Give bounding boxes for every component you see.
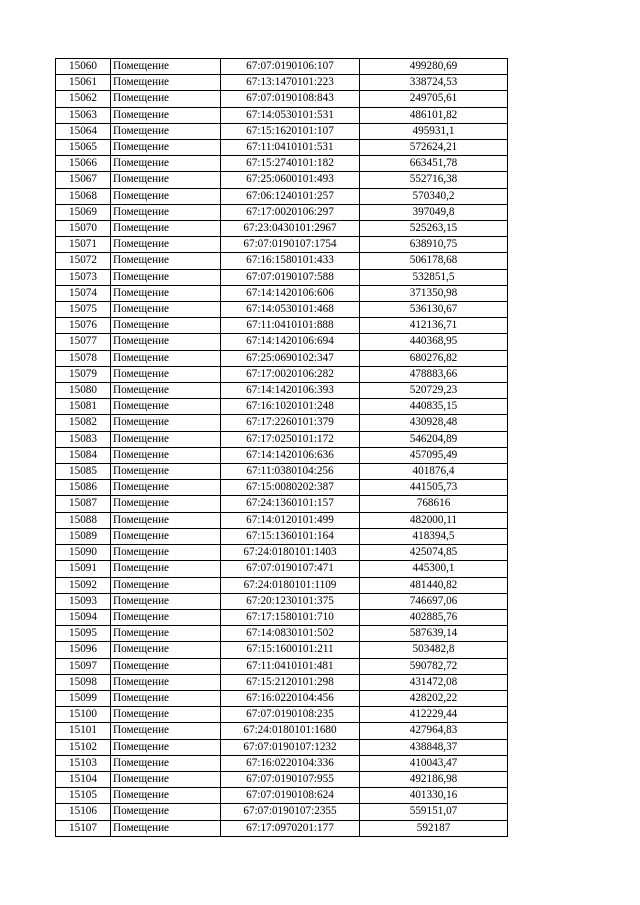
cadastral-value-cell: 492186,98 — [360, 771, 508, 787]
row-number-cell: 15086 — [56, 480, 111, 496]
table-row — [56, 512, 508, 528]
object-type-cell: Помещение — [111, 156, 221, 172]
object-type-cell: Помещение — [111, 366, 221, 382]
row-number-cell: 15078 — [56, 350, 111, 366]
object-type-cell: Помещение — [111, 577, 221, 593]
object-type-cell: Помещение — [111, 107, 221, 123]
cadastral-value-cell: 506178,68 — [360, 253, 508, 269]
cadastral-number-cell: 67:14:0530101:531 — [221, 107, 360, 123]
object-type-cell: Помещение — [111, 707, 221, 723]
row-number-cell: 15060 — [56, 59, 111, 75]
row-number-cell: 15072 — [56, 253, 111, 269]
cadastral-value-cell: 428202,22 — [360, 690, 508, 706]
object-type-cell: Помещение — [111, 59, 221, 75]
cadastral-number-cell: 67:17:0970201:177 — [221, 820, 360, 836]
cadastral-value-table — [55, 58, 508, 837]
object-type-cell: Помещение — [111, 480, 221, 496]
table-row — [56, 140, 508, 156]
cadastral-value-cell: 663451,78 — [360, 156, 508, 172]
cadastral-number-cell: 67:16:1020101:248 — [221, 399, 360, 415]
cadastral-number-cell: 67:14:0830101:502 — [221, 626, 360, 642]
table-row — [56, 383, 508, 399]
row-number-cell: 15106 — [56, 804, 111, 820]
table-row — [56, 739, 508, 755]
table-row — [56, 237, 508, 253]
object-type-cell: Помещение — [111, 447, 221, 463]
cadastral-number-cell: 67:17:2260101:379 — [221, 415, 360, 431]
cadastral-number-cell: 67:07:0190108:235 — [221, 707, 360, 723]
row-number-cell: 15102 — [56, 739, 111, 755]
cadastral-number-cell: 67:23:0430101:2967 — [221, 221, 360, 237]
cadastral-value-cell: 440368,95 — [360, 334, 508, 350]
row-number-cell: 15081 — [56, 399, 111, 415]
cadastral-number-cell: 67:17:0020106:282 — [221, 366, 360, 382]
row-number-cell: 15066 — [56, 156, 111, 172]
object-type-cell: Помещение — [111, 512, 221, 528]
table-row — [56, 464, 508, 480]
row-number-cell: 15079 — [56, 366, 111, 382]
object-type-cell: Помещение — [111, 561, 221, 577]
cadastral-value-cell: 457095,49 — [360, 447, 508, 463]
table-row — [56, 642, 508, 658]
object-type-cell: Помещение — [111, 771, 221, 787]
cadastral-number-cell: 67:15:1360101:164 — [221, 528, 360, 544]
cadastral-number-cell: 67:15:1620101:107 — [221, 123, 360, 139]
table-row — [56, 690, 508, 706]
cadastral-number-cell: 67:15:2740101:182 — [221, 156, 360, 172]
cadastral-value-cell: 570340,2 — [360, 188, 508, 204]
row-number-cell: 15083 — [56, 431, 111, 447]
table-row — [56, 755, 508, 771]
cadastral-value-cell: 410043,47 — [360, 755, 508, 771]
table-row — [56, 318, 508, 334]
table-row — [56, 658, 508, 674]
object-type-cell: Помещение — [111, 642, 221, 658]
cadastral-number-cell: 67:14:1420106:606 — [221, 285, 360, 301]
cadastral-value-cell: 401330,16 — [360, 788, 508, 804]
cadastral-value-cell: 499280,69 — [360, 59, 508, 75]
cadastral-value-cell: 486101,82 — [360, 107, 508, 123]
row-number-cell: 15098 — [56, 674, 111, 690]
row-number-cell: 15104 — [56, 771, 111, 787]
object-type-cell: Помещение — [111, 172, 221, 188]
object-type-cell: Помещение — [111, 383, 221, 399]
cadastral-value-cell: 587639,14 — [360, 626, 508, 642]
table-body — [56, 59, 508, 837]
row-number-cell: 15099 — [56, 690, 111, 706]
cadastral-value-cell: 536130,67 — [360, 302, 508, 318]
cadastral-value-cell: 559151,07 — [360, 804, 508, 820]
table-row — [56, 723, 508, 739]
object-type-cell: Помещение — [111, 237, 221, 253]
cadastral-value-cell: 532851,5 — [360, 269, 508, 285]
cadastral-number-cell: 67:06:1240101:257 — [221, 188, 360, 204]
row-number-cell: 15061 — [56, 75, 111, 91]
table-row — [56, 221, 508, 237]
row-number-cell: 15103 — [56, 755, 111, 771]
row-number-cell: 15069 — [56, 204, 111, 220]
row-number-cell: 15107 — [56, 820, 111, 836]
cadastral-number-cell: 67:07:0190108:843 — [221, 91, 360, 107]
table-row — [56, 204, 508, 220]
cadastral-number-cell: 67:24:0180101:1680 — [221, 723, 360, 739]
cadastral-number-cell: 67:14:1420106:393 — [221, 383, 360, 399]
object-type-cell: Помещение — [111, 788, 221, 804]
table-row — [56, 496, 508, 512]
table-row — [56, 350, 508, 366]
row-number-cell: 15085 — [56, 464, 111, 480]
object-type-cell: Помещение — [111, 658, 221, 674]
cadastral-value-cell: 401876,4 — [360, 464, 508, 480]
cadastral-number-cell: 67:15:0080202:387 — [221, 480, 360, 496]
row-number-cell: 15080 — [56, 383, 111, 399]
table-row — [56, 59, 508, 75]
object-type-cell: Помещение — [111, 75, 221, 91]
cadastral-number-cell: 67:17:1580101:710 — [221, 609, 360, 625]
cadastral-number-cell: 67:24:1360101:157 — [221, 496, 360, 512]
cadastral-value-cell: 438848,37 — [360, 739, 508, 755]
row-number-cell: 15070 — [56, 221, 111, 237]
cadastral-value-cell: 412136,71 — [360, 318, 508, 334]
cadastral-number-cell: 67:11:0380104:256 — [221, 464, 360, 480]
cadastral-value-cell: 552716,38 — [360, 172, 508, 188]
cadastral-number-cell: 67:16:0220104:336 — [221, 755, 360, 771]
object-type-cell: Помещение — [111, 431, 221, 447]
cadastral-value-cell: 412229,44 — [360, 707, 508, 723]
cadastral-value-cell: 440835,15 — [360, 399, 508, 415]
row-number-cell: 15100 — [56, 707, 111, 723]
cadastral-value-cell: 592187 — [360, 820, 508, 836]
row-number-cell: 15073 — [56, 269, 111, 285]
cadastral-value-cell: 431472,08 — [360, 674, 508, 690]
object-type-cell: Помещение — [111, 690, 221, 706]
cadastral-number-cell: 67:17:0250101:172 — [221, 431, 360, 447]
cadastral-number-cell: 67:16:0220104:456 — [221, 690, 360, 706]
table-row — [56, 788, 508, 804]
object-type-cell: Помещение — [111, 318, 221, 334]
table-row — [56, 334, 508, 350]
object-type-cell: Помещение — [111, 221, 221, 237]
cadastral-number-cell: 67:07:0190107:588 — [221, 269, 360, 285]
row-number-cell: 15065 — [56, 140, 111, 156]
cadastral-value-cell: 503482,8 — [360, 642, 508, 658]
table-row — [56, 674, 508, 690]
row-number-cell: 15096 — [56, 642, 111, 658]
table-row — [56, 593, 508, 609]
object-type-cell: Помещение — [111, 350, 221, 366]
object-type-cell: Помещение — [111, 528, 221, 544]
cadastral-number-cell: 67:25:0690102:347 — [221, 350, 360, 366]
cadastral-value-cell: 478883,66 — [360, 366, 508, 382]
object-type-cell: Помещение — [111, 755, 221, 771]
object-type-cell: Помещение — [111, 496, 221, 512]
table-row — [56, 626, 508, 642]
table-row — [56, 431, 508, 447]
cadastral-value-cell: 441505,73 — [360, 480, 508, 496]
cadastral-value-cell: 546204,89 — [360, 431, 508, 447]
cadastral-number-cell: 67:07:0190106:107 — [221, 59, 360, 75]
table-row — [56, 269, 508, 285]
table-row — [56, 707, 508, 723]
cadastral-value-cell: 525263,15 — [360, 221, 508, 237]
cadastral-value-cell: 638910,75 — [360, 237, 508, 253]
row-number-cell: 15087 — [56, 496, 111, 512]
cadastral-value-cell: 397049,8 — [360, 204, 508, 220]
cadastral-value-cell: 768616 — [360, 496, 508, 512]
object-type-cell: Помещение — [111, 269, 221, 285]
table-row — [56, 480, 508, 496]
cadastral-value-cell: 680276,82 — [360, 350, 508, 366]
object-type-cell: Помещение — [111, 285, 221, 301]
cadastral-number-cell: 67:11:0410101:888 — [221, 318, 360, 334]
object-type-cell: Помещение — [111, 723, 221, 739]
cadastral-number-cell: 67:15:2120101:298 — [221, 674, 360, 690]
cadastral-number-cell: 67:11:0410101:531 — [221, 140, 360, 156]
object-type-cell: Помещение — [111, 204, 221, 220]
cadastral-number-cell: 67:07:0190107:2355 — [221, 804, 360, 820]
cadastral-value-cell: 418394,5 — [360, 528, 508, 544]
row-number-cell: 15091 — [56, 561, 111, 577]
object-type-cell: Помещение — [111, 609, 221, 625]
cadastral-number-cell: 67:14:1420106:636 — [221, 447, 360, 463]
cadastral-number-cell: 67:14:1420106:694 — [221, 334, 360, 350]
cadastral-number-cell: 67:07:0190107:1754 — [221, 237, 360, 253]
object-type-cell: Помещение — [111, 188, 221, 204]
table-row — [56, 447, 508, 463]
table-row — [56, 75, 508, 91]
cadastral-value-cell: 520729,23 — [360, 383, 508, 399]
table-row — [56, 820, 508, 836]
row-number-cell: 15105 — [56, 788, 111, 804]
table-row — [56, 399, 508, 415]
row-number-cell: 15082 — [56, 415, 111, 431]
table-row — [56, 609, 508, 625]
cadastral-value-cell: 371350,98 — [360, 285, 508, 301]
table-row — [56, 415, 508, 431]
cadastral-value-cell: 338724,53 — [360, 75, 508, 91]
row-number-cell: 15090 — [56, 545, 111, 561]
cadastral-value-cell: 590782,72 — [360, 658, 508, 674]
cadastral-number-cell: 67:16:1580101:433 — [221, 253, 360, 269]
cadastral-number-cell: 67:14:0530101:468 — [221, 302, 360, 318]
cadastral-value-cell: 445300,1 — [360, 561, 508, 577]
cadastral-value-cell: 249705,61 — [360, 91, 508, 107]
table-row — [56, 285, 508, 301]
row-number-cell: 15074 — [56, 285, 111, 301]
row-number-cell: 15093 — [56, 593, 111, 609]
row-number-cell: 15088 — [56, 512, 111, 528]
table-row — [56, 561, 508, 577]
object-type-cell: Помещение — [111, 123, 221, 139]
row-number-cell: 15084 — [56, 447, 111, 463]
cadastral-number-cell: 67:24:0180101:1403 — [221, 545, 360, 561]
cadastral-number-cell: 67:07:0190107:955 — [221, 771, 360, 787]
object-type-cell: Помещение — [111, 545, 221, 561]
table-row — [56, 366, 508, 382]
object-type-cell: Помещение — [111, 91, 221, 107]
cadastral-number-cell: 67:14:0120101:499 — [221, 512, 360, 528]
object-type-cell: Помещение — [111, 820, 221, 836]
row-number-cell: 15068 — [56, 188, 111, 204]
table-row — [56, 91, 508, 107]
table-row — [56, 302, 508, 318]
object-type-cell: Помещение — [111, 334, 221, 350]
object-type-cell: Помещение — [111, 140, 221, 156]
cadastral-value-cell: 425074,85 — [360, 545, 508, 561]
row-number-cell: 15076 — [56, 318, 111, 334]
cadastral-number-cell: 67:07:0190107:471 — [221, 561, 360, 577]
table-row — [56, 156, 508, 172]
cadastral-value-cell: 481440,82 — [360, 577, 508, 593]
object-type-cell: Помещение — [111, 253, 221, 269]
table-row — [56, 188, 508, 204]
object-type-cell: Помещение — [111, 464, 221, 480]
cadastral-value-cell: 495931,1 — [360, 123, 508, 139]
table-row — [56, 577, 508, 593]
table-row — [56, 107, 508, 123]
row-number-cell: 15101 — [56, 723, 111, 739]
row-number-cell: 15062 — [56, 91, 111, 107]
row-number-cell: 15067 — [56, 172, 111, 188]
cadastral-number-cell: 67:07:0190107:1232 — [221, 739, 360, 755]
cadastral-number-cell: 67:24:0180101:1109 — [221, 577, 360, 593]
object-type-cell: Помещение — [111, 674, 221, 690]
table-row — [56, 253, 508, 269]
row-number-cell: 15077 — [56, 334, 111, 350]
cadastral-number-cell: 67:07:0190108:624 — [221, 788, 360, 804]
cadastral-number-cell: 67:20:1230101:375 — [221, 593, 360, 609]
cadastral-number-cell: 67:25:0600101:493 — [221, 172, 360, 188]
cadastral-value-cell: 402885,76 — [360, 609, 508, 625]
row-number-cell: 15095 — [56, 626, 111, 642]
row-number-cell: 15071 — [56, 237, 111, 253]
table-row — [56, 545, 508, 561]
object-type-cell: Помещение — [111, 593, 221, 609]
cadastral-number-cell: 67:15:1600101:211 — [221, 642, 360, 658]
row-number-cell: 15075 — [56, 302, 111, 318]
table-row — [56, 172, 508, 188]
row-number-cell: 15064 — [56, 123, 111, 139]
row-number-cell: 15089 — [56, 528, 111, 544]
object-type-cell: Помещение — [111, 415, 221, 431]
object-type-cell: Помещение — [111, 804, 221, 820]
table-row — [56, 528, 508, 544]
table-row — [56, 123, 508, 139]
cadastral-number-cell: 67:13:1470101:223 — [221, 75, 360, 91]
row-number-cell: 15097 — [56, 658, 111, 674]
object-type-cell: Помещение — [111, 739, 221, 755]
object-type-cell: Помещение — [111, 399, 221, 415]
object-type-cell: Помещение — [111, 626, 221, 642]
cadastral-value-cell: 482000,11 — [360, 512, 508, 528]
cadastral-value-cell: 430928,48 — [360, 415, 508, 431]
cadastral-value-cell: 746697,06 — [360, 593, 508, 609]
row-number-cell: 15063 — [56, 107, 111, 123]
cadastral-number-cell: 67:17:0020106:297 — [221, 204, 360, 220]
row-number-cell: 15094 — [56, 609, 111, 625]
row-number-cell: 15092 — [56, 577, 111, 593]
table-row — [56, 771, 508, 787]
cadastral-value-cell: 572624,21 — [360, 140, 508, 156]
cadastral-number-cell: 67:11:0410101:481 — [221, 658, 360, 674]
object-type-cell: Помещение — [111, 302, 221, 318]
cadastral-value-cell: 427964,83 — [360, 723, 508, 739]
table-row — [56, 804, 508, 820]
